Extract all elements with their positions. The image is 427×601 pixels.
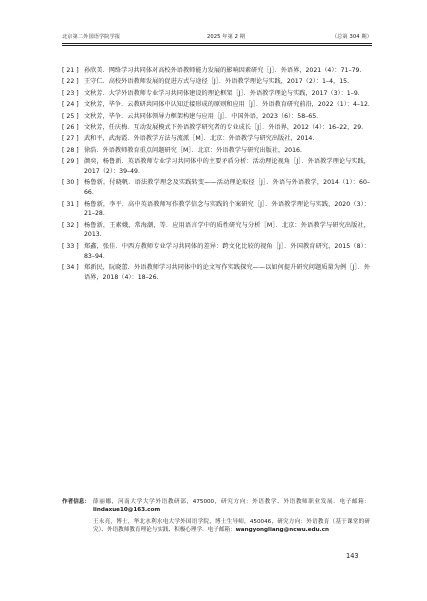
reference-number: [ 33 ] — [62, 242, 79, 250]
reference-number: [ 29 ] — [62, 158, 79, 166]
reference-number: [ 22 ] — [62, 78, 79, 86]
reference-number: [ 26 ] — [62, 123, 79, 131]
reference-item — [62, 157, 370, 177]
reference-text: 文秋芳，毕争．云教研共同体中认知迁接形成的原则和应用［J］．外语教育研究前沿，2022（1）：4–12. — [84, 101, 370, 109]
author-bio — [93, 518, 370, 535]
author-email: lindaxue10@163.com — [93, 507, 161, 514]
issue-label: 2025 年第 2 期 — [206, 34, 246, 40]
reference-number: [ 32 ] — [62, 221, 79, 229]
reference-number: [ 21 ] — [62, 67, 79, 74]
total-issue-label: （总第 304 期） — [331, 34, 372, 40]
header-rule-thick — [62, 43, 372, 44]
author-bio-text: 王永亮，博士，华北水利水电大学外国语学院，博士生导师，450046，研究方向：外语教育（基于课堂的研究）、外语教师教育理论与实践、积极心理学．电子邮箱： — [93, 518, 370, 534]
reference-number: [ 23 ] — [62, 89, 79, 97]
reference-number: [ 25 ] — [62, 112, 79, 120]
reference-item — [62, 123, 370, 133]
reference-number: [ 30 ] — [62, 179, 79, 187]
reference-text: 文秋芳，毕争．云共同体领导力框架构建与应用［J］．中国外语，2023（6）：58–65. — [84, 112, 319, 120]
reference-item — [62, 100, 370, 110]
author-email: wangyongliang@ncwu.edu.cn — [235, 527, 330, 534]
reference-text: 杨鲁新，李平．高中英语教师写作教学信念与实践的个案研究［J］．外语教学理论与实践，2020（3）：21–28. — [84, 200, 370, 218]
reference-text: 武和平，武海霞．外语教学方法与流派［M］．北京：外语教学与研究出版社，2014. — [84, 135, 315, 143]
reference-number: [ 28 ] — [62, 146, 79, 154]
reference-item — [62, 221, 370, 241]
author-bio-text: 薛丽娜，河南大学大学外语教研部，475000，研究方向：外语教学、外语教师职业发展．电子邮箱： — [93, 499, 370, 505]
reference-item — [62, 134, 370, 144]
author-label-spacer — [62, 518, 93, 535]
reference-number: [ 24 ] — [62, 101, 79, 109]
page-number: 143 — [346, 552, 359, 560]
author-row — [62, 498, 370, 515]
reference-number: [ 31 ] — [62, 200, 79, 208]
reference-item — [62, 200, 370, 220]
reference-item — [62, 77, 370, 87]
header-rule-thin — [62, 45, 372, 46]
reference-text: 颜奕，杨鲁新．英语教师专业学习共同体中的主要矛盾分析：活动理论视角［J］．外语教学理论与实践，2017（2）：39–49. — [84, 158, 370, 175]
reference-text: 杨鲁新，王素娥，常海潮，等．应用语言学中的质性研究与分析［M］．北京：外语教学与研究出版社，2013. — [84, 221, 370, 239]
reference-text: 王守仁．高校外语教师发展的促进方式与途径［J］．外语教学理论与实践，2017（2）：1–4，15. — [84, 78, 350, 86]
reference-item — [62, 89, 370, 99]
author-info-label: 作者信息： — [62, 499, 90, 505]
reference-item — [62, 146, 370, 156]
reference-text: 孙欣美．网络学习共同体对高校外语教师能力发展的影响因素研究［J］．外语界，2021（4）：71–79. — [84, 67, 362, 74]
reference-item — [62, 263, 370, 283]
running-header — [62, 33, 372, 40]
author-bio — [93, 498, 370, 515]
reference-number: [ 34 ] — [62, 264, 79, 272]
reference-item — [62, 242, 370, 262]
reference-text: 文秋芳，任庆梅．互动发展模式下外语教学研究者的专业成长［J］．外语界，2012（4）：16–22，29. — [84, 123, 364, 131]
reference-text: 郑鑫，张佳．中西方教师专业学习共同体的差异：跨文化比较的视角［J］．外国教育研究，2015（8）：83–94. — [84, 242, 370, 260]
reference-item — [62, 66, 370, 76]
author-info — [62, 498, 370, 538]
author-row — [62, 518, 370, 535]
journal-name: 北京第二外国语学院学报 — [62, 34, 121, 40]
reference-item — [62, 112, 370, 122]
reference-list — [62, 66, 370, 284]
reference-text: 徐浩．外语教师教育重点问题研究［M］．北京：外语教学与研究出版社，2016. — [84, 146, 302, 154]
reference-text: 文秋芳．大学外语教师专业学习共同体建设的理论框架［J］．外语教学理论与实践，2017（3）：1–9. — [84, 89, 360, 97]
reference-text: 郑新民，阮晓蕾．外语教师学习共同体中的论文写作实践探究——以如何提升研究问题质量为例［J］．外语界，2018（4）：18–26. — [84, 264, 370, 281]
reference-item — [62, 178, 370, 198]
reference-number: [ 27 ] — [62, 135, 79, 143]
reference-text: 杨鲁新，付晓帆．语法教学理念及实践转变——活动理论取径［J］．外语与外语教学，2014（1）：60–66. — [84, 179, 370, 197]
